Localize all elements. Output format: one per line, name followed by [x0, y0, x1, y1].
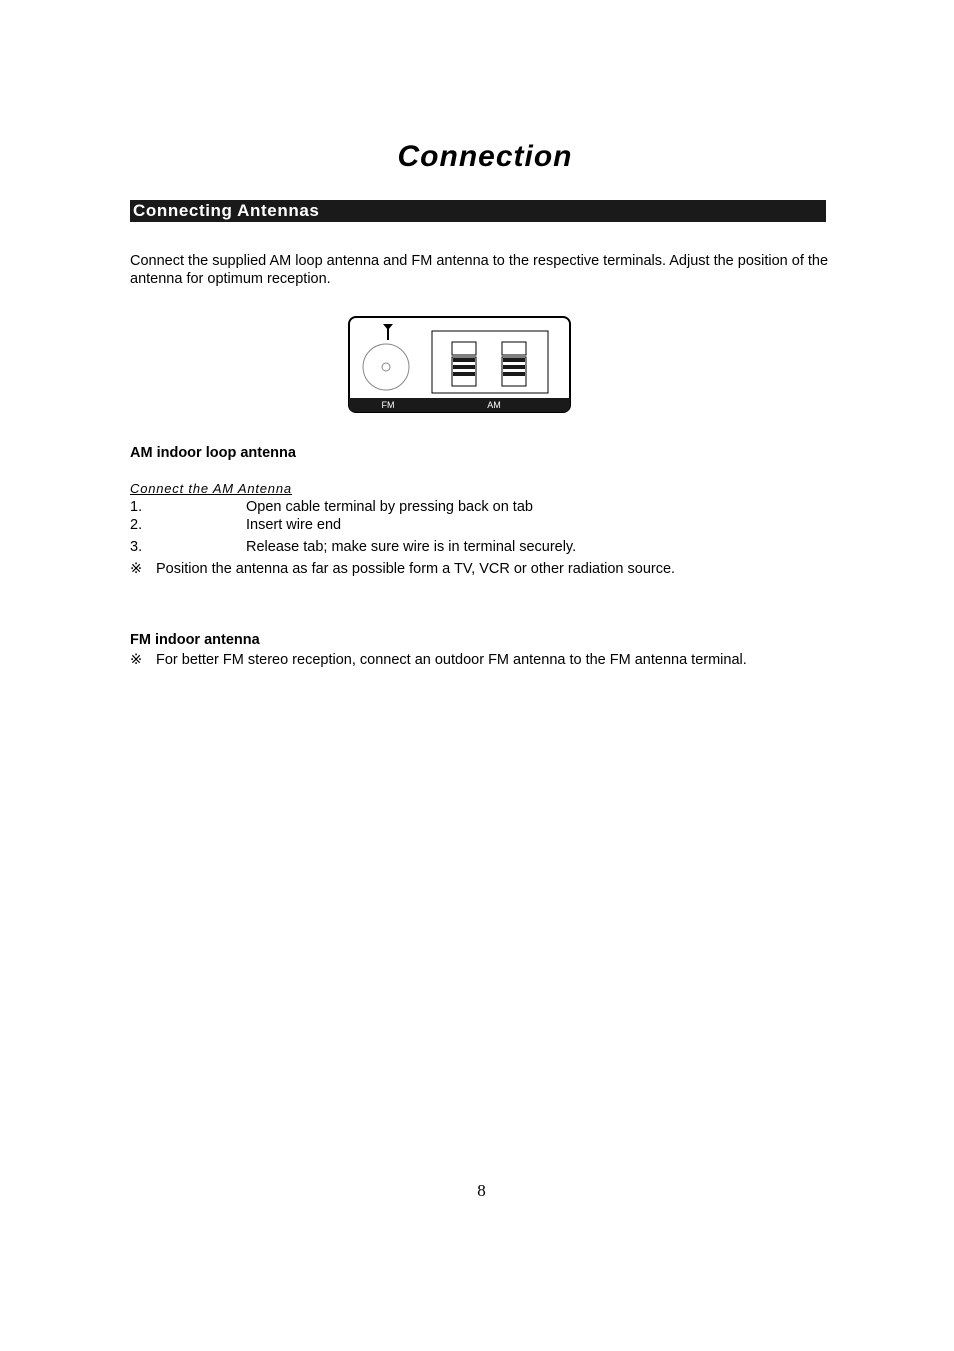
- am-step-3: [130, 538, 576, 556]
- step-text: Open cable terminal by pressing back on tab: [246, 499, 533, 515]
- antenna-terminal-diagram: [346, 310, 574, 416]
- am-note: [130, 560, 675, 578]
- page-number: 8: [477, 1181, 486, 1200]
- step-number: 1.: [130, 499, 143, 515]
- note-text: For better FM stereo reception, connect an outdoor FM antenna to the FM antenna terminal.: [156, 652, 747, 668]
- am-step-1: [130, 498, 533, 516]
- fm-section-heading: FM indoor antenna: [130, 632, 260, 648]
- fm-connector-center: [382, 363, 390, 371]
- intro-paragraph: Connect the supplied AM loop antenna and FM antenna to the respective terminals. Adjust the position of the antenna for optimum reception.: [130, 253, 829, 287]
- am-step-2: [130, 516, 341, 534]
- reference-mark-icon: ※: [130, 652, 143, 668]
- am-terminal-right: [502, 342, 526, 386]
- fm-label: FM: [381, 400, 395, 410]
- note-text: Position the antenna as far as possible form a TV, VCR or other radiation source.: [156, 561, 676, 577]
- page-title: Connection: [397, 140, 573, 173]
- fm-note: [130, 651, 747, 669]
- am-section-heading: AM indoor loop antenna: [130, 445, 296, 461]
- am-label: AM: [487, 400, 501, 410]
- reference-mark-icon: ※: [130, 561, 143, 577]
- am-terminal-box: [432, 331, 548, 393]
- am-connect-subheading: Connect the AM Antenna: [130, 481, 292, 496]
- section-title-bar: Connecting Antennas: [130, 200, 826, 222]
- step-text: Insert wire end: [246, 517, 342, 533]
- am-terminal-left: [452, 342, 476, 386]
- step-number: 2.: [130, 517, 143, 533]
- step-number: 3.: [130, 539, 143, 555]
- step-text: Release tab; make sure wire is in terminal securely.: [246, 539, 577, 555]
